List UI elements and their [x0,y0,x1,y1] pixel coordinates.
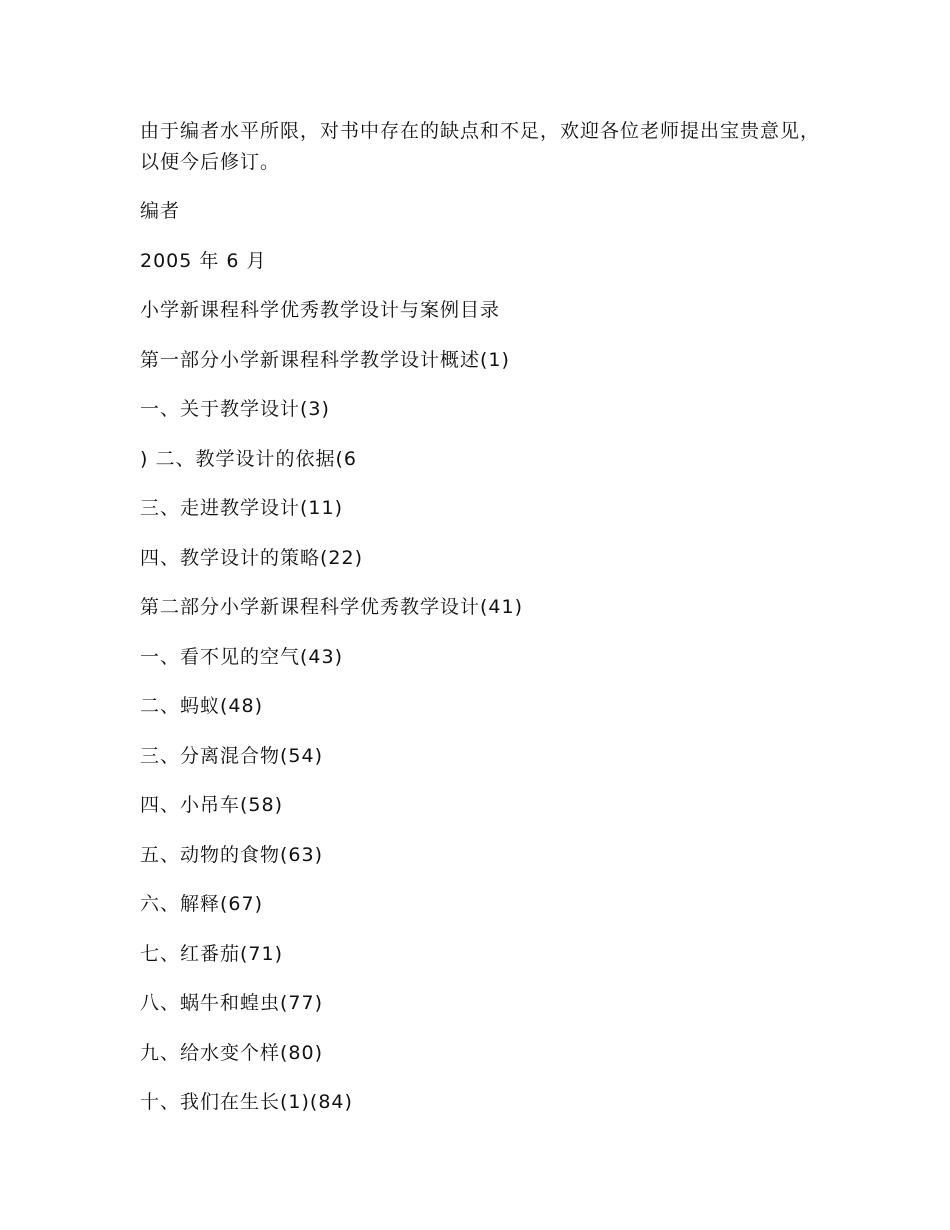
toc-item: 九、给水变个样(80) [140,1041,324,1064]
toc-item: 一、看不见的空气(43) [140,645,344,668]
toc-item: 七、红番茄(71) [140,942,284,965]
toc-item: 五、动物的食物(63) [140,843,324,866]
toc-item: 三、分离混合物(54) [140,744,324,767]
toc-item: ) 二、教学设计的依据(6 [140,447,357,470]
toc-item: 第二部分小学新课程科学优秀教学设计(41) [140,596,524,618]
document-content [140,116,820,1118]
toc-item: 二、蚂蚁(48) [140,695,264,717]
toc-item: 四、小吊车(58) [140,794,284,816]
signature: 编者 [140,200,181,222]
preface-paragraph: 由于编者水平所限，对书中存在的缺点和不足，欢迎各位老师提出宝贵意见，以便今后修订。 [140,120,821,173]
toc-item: 六、解释(67) [140,893,264,915]
toc-item: 一、关于教学设计(3) [140,398,330,420]
toc-item: 八、蜗牛和蝗虫(77) [140,992,324,1014]
toc-title: 小学新课程科学优秀教学设计与案例目录 [140,299,501,321]
toc-item: 四、教学设计的策略(22) [140,546,364,569]
date: 2005 年 6 月 [140,249,267,272]
toc-item: 三、走进教学设计(11) [140,497,344,519]
toc-item: 十、我们在生长(1)(84) [140,1091,353,1113]
toc-item: 第一部分小学新课程科学教学设计概述(1) [140,348,510,371]
